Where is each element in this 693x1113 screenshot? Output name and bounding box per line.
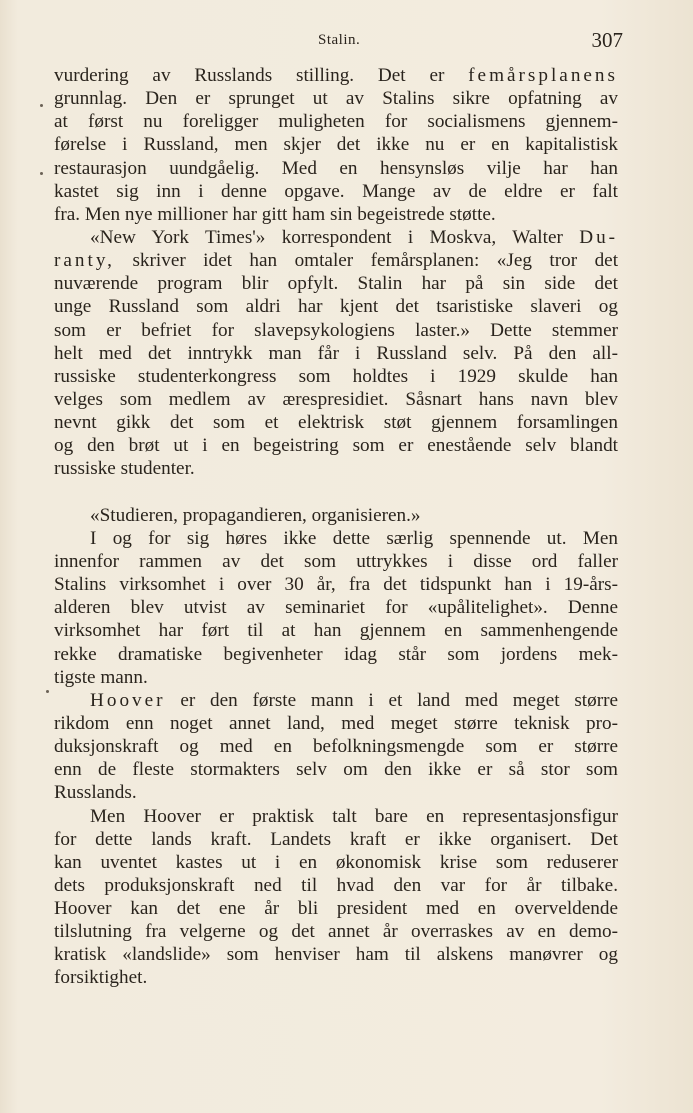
text-line: restaurasjon uundgåelig. Med en hensynsløs vilje har han [54,157,618,179]
text-line: nuværende program blir opfylt. Stalin har på sin side det [54,273,618,295]
running-title: Stalin. [318,32,361,48]
text-line: ranty, skriver idet han omtaler femårsplanen: «Jeg tror det [54,250,618,272]
text-line: førelse i Russland, men skjer det ikke nu er en kapitalistisk [54,134,618,156]
page-number: 307 [591,28,623,52]
margin-speck [46,690,49,693]
text-line: kratisk «landslide» som henviser ham til alskens manøvrer og [54,944,618,966]
text-line: «New York Times'» korrespondent i Moskva, Walter Du- [90,226,618,248]
text-line: vurdering av Russlands stilling. Det er femårsplanens [54,65,618,86]
text-line: forsiktighet. [54,967,148,989]
text-line: enn de fleste stormakters selv om den ikke er så stor som [54,759,618,781]
text-line: duksjonskraft og med en befolkningsmengde som er større [54,736,618,758]
text-line: helt med det inntrykk man får i Russland selv. På den all- [54,342,618,364]
text-line: innenfor rammen av det som uttrykkes i disse ord faller [54,550,618,572]
running-header [0,28,693,58]
text-line: unge Russland som aldri har kjent det tsaristiske slaveri og [54,296,618,318]
margin-speck [40,104,43,107]
text-line: alderen blev utvist av seminariet for «upålitelighet». Denne [54,597,618,619]
text-line: tilslutning fra velgerne og det annet år overraskes av en demo- [54,921,618,943]
text-line: «Studieren, propagandieren, organisieren.» [90,504,421,526]
text-line: Hoover er den første mann i et land med meget større [90,689,618,711]
text-line: grunnlag. Den er sprunget ut av Stalins sikre opfatning av [54,88,618,110]
body-text [54,64,618,990]
blank-line [54,481,618,504]
text-line: fra. Men nye millioner har gitt ham sin begeistrede støtte. [54,203,496,225]
text-line: rikdom enn noget annet land, med meget større teknisk pro- [54,712,618,734]
text-line: tigste mann. [54,666,148,688]
text-line: Stalins virksomhet i over 30 år, fra det tidspunkt han i 19-års- [54,574,618,596]
text-line: russiske studenterkongress som holdtes i 1929 skulde han [54,365,618,387]
text-line: Men Hoover er praktisk talt bare en representasjonsfigur [90,805,618,827]
text-line: nevnt gikk det som et elektrisk støt gjennem forsamlingen [54,412,618,434]
margin-speck [40,172,43,175]
text-line: velges som medlem av ærespresidiet. Såsnart hans navn blev [54,388,618,410]
text-line: og den brøt ut i en begeistring som er enestående selv blandt [54,435,618,457]
text-line: at først nu foreligger muligheten for socialismens gjennem- [54,111,618,133]
text-line: for dette lands kraft. Landets kraft er ikke organisert. Det [54,828,618,850]
text-line: kan uventet kastes ut i en økonomisk krise som reduserer [54,851,618,873]
text-line: som er befriet for slavepsykologiens laster.» Dette stemmer [54,319,618,341]
text-line: dets produksjonskraft ned til hvad den var for år tilbake. [54,874,618,896]
text-line: Hoover kan det ene år bli president med en overveldende [54,898,618,920]
text-line: rekke dramatiske begivenheter idag står som jordens mek- [54,643,618,665]
text-line: virksomhet har ført til at han gjennem en sammenhengende [54,620,618,642]
text-line: kastet sig inn i denne opgave. Mange av de eldre er falt [54,180,618,202]
text-line: I og for sig høres ikke dette særlig spennende ut. Men [90,527,618,549]
text-line: Russlands. [54,782,137,804]
text-line: russiske studenter. [54,458,195,480]
